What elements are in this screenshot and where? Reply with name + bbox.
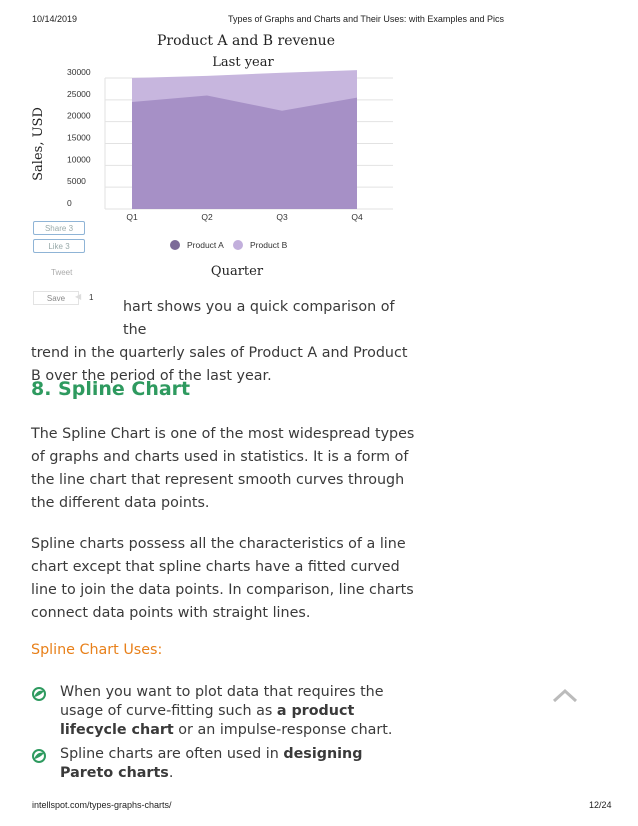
bullet-text: or an impulse-response chart. [173,722,393,738]
bullet-text: When you want to plot data that requires the usage of curve-fitting such as [60,684,384,719]
uses-heading: Spline Chart Uses: [31,642,163,658]
x-axis-label: Quarter [210,264,264,279]
paragraph-spline-intro: The Spline Chart is one of the most widespread types of graphs and charts used in statistics. It is a form of the line chart that represent smooth curves through the different data points. [31,426,415,511]
like-count: 3 [65,241,70,251]
bullet-item [31,683,411,740]
green-circle-bullet-icon [31,686,47,702]
legend-marker [170,240,180,250]
save-button[interactable]: Save [33,291,79,305]
x-tick-label: Q4 [351,212,363,222]
green-circle-bullet-icon [31,748,47,764]
y-tick-label: 0 [67,198,72,208]
y-tick-label: 5000 [67,176,86,187]
save-count: 1 [89,293,94,302]
print-doc-title: Types of Graphs and Charts and Their Uses: with Examples and Pics [228,14,504,24]
x-tick-label: Q2 [201,212,213,222]
y-axis-label: Sales, USD [31,107,46,181]
bullet-item [31,745,411,783]
y-tick-label: 25000 [67,88,91,99]
print-date: 10/14/2019 [32,14,78,24]
share-count: 3 [68,223,74,233]
like-button[interactable] [33,239,85,253]
section-heading: 8. Spline Chart [31,378,191,400]
bullet-text: Spline charts are often used in [60,746,284,762]
bullet-link-bold-text: designing Pareto charts [60,746,363,781]
scroll-to-top-chevron-icon[interactable] [552,688,578,704]
like-label: Like [48,241,63,251]
area-series-product-a [132,95,357,209]
y-tick-label: 15000 [67,132,91,143]
tweet-button[interactable]: Tweet [51,268,73,277]
share-button[interactable] [33,221,85,235]
paragraph-line-1: hart shows you a quick comparison of the [123,299,395,338]
y-tick-label: 30000 [67,67,91,77]
chart-subtitle: Last year [212,55,274,70]
paragraph-line-rest: trend in the quarterly sales of Product A and Product B over the period of the last year. [31,345,408,384]
share-label: Share [44,223,67,233]
bullet-text: . [168,765,174,781]
footer-page-number: 12/24 [589,800,612,810]
legend-label: Product B [250,240,288,250]
y-tick-label: 20000 [67,110,91,121]
bullet-bold-text: a product lifecycle chart [60,703,355,738]
y-tick-label: 10000 [67,154,91,165]
x-tick-label: Q1 [126,212,138,222]
paragraph-chart-description [31,296,416,388]
legend-marker [233,240,243,250]
paragraph-spline-characteristics: Spline charts possess all the characteristics of a line chart except that spline charts have a fitted curved line to join the data points. In comparison, line charts connect data points with straight lines. [31,536,414,621]
chart-title: Product A and B revenue [156,33,336,49]
x-tick-label: Q3 [276,212,288,222]
legend-label: Product A [187,240,224,250]
count-arrow-icon: ◀ [75,292,82,301]
footer-url: intellspot.com/types-graphs-charts/ [32,800,172,810]
